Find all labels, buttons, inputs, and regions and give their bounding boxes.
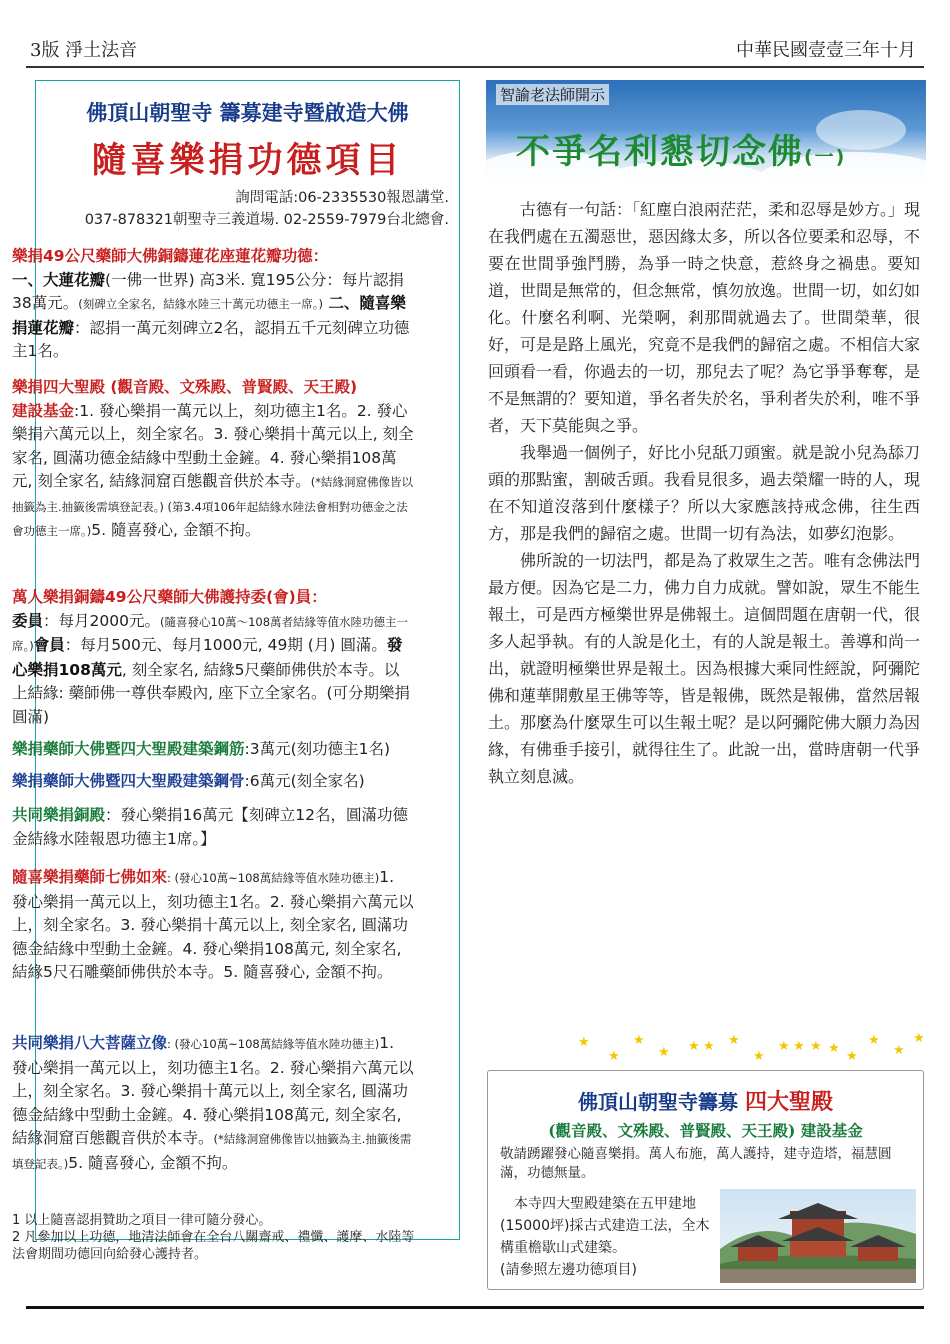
item-note: (刻碑立全家名，結緣水陸三十萬元功德主一席。) [78,297,323,311]
footnote-2: 2 凡參加以上功德，地清法師會在全台八關齋戒、禮懺、護摩、水陸等法會期間功德回向給發心護持者。 [12,1230,415,1262]
section-eight-bodhisattvas [12,1032,414,1176]
page-section-label: 3版 淨土法音 [30,40,138,61]
section-note: : (發心10萬~108萬結緣等值水陸功德主) [167,871,380,885]
section-lotus-petals [12,245,414,364]
section-text: 1. 發心樂捐一萬元以上，刻功德主1名。2. 發心樂捐六萬元以上，刻全家名。3. 發心樂捐十萬元以上, 刻全家名, 圓滿功德金結緣中型動土金鏟。4. 發心樂捐108萬元, 刻全家名, 結緣5尺石雕藥師佛供於本寺。5. 隨喜發心, 金額不拘。 [12,868,414,981]
temple-illustration [720,1189,916,1283]
article-title [516,124,846,173]
section-note: : (發心10萬~108萬結緣等值水陸功德主) [167,1037,380,1051]
section-heading: 樂捐四大聖殿 (觀音殿、文殊殿、普賢殿、天王殿) [12,378,358,396]
item-label: 樂捐藥師大佛暨四大聖殿建築鋼骨 [12,772,245,790]
box-headline: 隨喜樂捐功德項目 [91,140,404,181]
section-subheading: 建設基金 [12,401,75,420]
section-rebar [12,738,414,762]
item-text: :6萬元(刻全家名) [244,772,365,790]
contact-line-1: 詢問電話:06-2335530報恩講堂. [235,190,449,206]
footer-divider [26,1306,924,1309]
section-heading: 萬人樂捐銅鑄49公尺藥師大佛護持委(會)員： [12,588,327,606]
section-note: (*結緣洞窟佛像皆以抽籤為主.抽籤後需填登記表。) (第3.4項106年起結緣水陸法會相對功德金之法會功德主一席。) [12,475,413,538]
article-part: (一) [804,146,847,168]
item-text: ：每月500元、每月1000元, 49期 (月) 圓滿。 [64,636,387,654]
contact-info [46,187,449,231]
section-text: 5. 隨喜發心, 金額不拘。 [68,1153,238,1172]
fund-title [488,1085,923,1116]
item-label: 發心樂捐108萬元 [12,636,403,679]
item-text: , 刻全家名, 結緣5尺藥師佛供於本寺。以上結緣: 藥師佛一尊供奉殿內, 座下立全家名。(可分期樂捐圓滿) [12,660,411,726]
fund-reference: (請參照左邊功德項目) [500,1262,637,1278]
section-heading: 隨喜樂捐藥師七佛如來 [12,868,168,886]
item-text: :3萬元(刻功德主1名) [244,740,391,758]
item-label: 一、大蓮花瓣 [12,270,106,289]
item-label: 二、隨喜樂捐蓮花瓣 [12,294,406,337]
four-halls-fund-box [487,1070,924,1290]
section-text: ：發心樂捐16萬元【刻碑立12名，圓滿功德金結緣水陸報恩功德主1席。】 [12,806,408,848]
star-decoration: ★ ★ ★ ★ ★ ★ ★ ★ ★ ★ ★ ★ ★ ★ ★ ★ [578,1031,925,1064]
section-heading: 樂捐49公尺藥師大佛銅鑄蓮花座蓮花瓣功德： [12,247,329,265]
section-seven-buddhas [12,866,414,985]
issue-date: 中華民國壹壹三年十月 [736,40,916,61]
item-text: ：每月2000元。 [43,611,160,630]
item-text: ：認捐一萬元刻碑立2名，認捐五千元刻碑立功德主1名。 [12,318,410,360]
article-body [488,196,920,790]
fund-subtitle: (觀音殿、文殊殿、普賢殿、天王殿) 建設基金 [548,1121,863,1140]
fund-title-text: 佛頂山朝聖寺籌募 [578,1090,738,1114]
footnotes [12,1212,417,1263]
section-text: 1. 發心樂捐一萬元以上，刻功德主1名。2. 發心樂捐六萬元以上，刻全家名。3. 發心樂捐十萬元以上, 刻全家名, 圓滿功德金結緣中型動土金鏟。4. 發心樂捐108萬元, 刻全家名, 結緣洞窟百態觀音供於本寺。 [12,1034,414,1147]
section-committee [12,586,414,729]
fund-title-highlight: 四大聖殿 [744,1089,833,1115]
item-label: 樂捐藥師大佛暨四大聖殿建築鋼筋 [12,740,245,758]
contact-line-2: 037-878321朝聖寺三義道場. 02-2559-7979台北總會. [84,212,449,228]
fund-appeal: 敬請踴躍發心隨喜樂捐。萬人布施，萬人護持，建寺造塔，福慧圓滿，功德無量。 [500,1146,892,1181]
header-divider [26,66,924,68]
box-title: 佛頂山朝聖寺 籌募建寺暨啟造大佛 [86,100,409,125]
section-steel [12,770,414,794]
footnote-1: 1 以上隨喜認捐贊助之項目一律可隨分發心。 [12,1213,272,1228]
section-heading: 共同樂捐銅殿 [12,806,106,824]
paragraph: 古德有一句話：「紅塵白浪兩茫茫，柔和忍辱是妙方。」現在我們處在五濁惡世，惡因緣太多，所以各位要柔和忍辱，不要在世間爭強鬥勝，為爭一時之快意，惹終身之禍患。要知道，世間是無常的，但念無常，慎勿放逸。世間一切，如幻如化。什麼名利啊、光榮啊，剎那間就過去了。世間榮華，很好，可是是路上風光，究竟不是我們的歸宿之處。不相信大家回頭看一看，你過去的一切，那兒去了呢？為它爭爭奪奪，是不是無謂的？要知道，爭名者失於名，爭利者失於利，唯不爭者，天下莫能與之爭。 [488,200,921,435]
section-four-halls [12,376,414,544]
item-label: 會員 [33,636,65,654]
paragraph: 我舉過一個例子，好比小兒舐刀頭蜜。就是說小兒為舔刀頭的那點蜜，割破舌頭。我看見很多，過去榮耀一時的人，現在不知道沒落到什麼樣子？所以大家應該持戒念佛，往生西方，那是我們的歸宿之處。世間一切有為法，如夢幻泡影。 [488,443,921,543]
item-note: (隨喜發心10萬～108萬者結緣等值水陸功德主一席。) [12,614,409,653]
article-banner [486,80,926,190]
paragraph: 佛所說的一切法門，都是為了救眾生之苦。唯有念佛法門最方便。因為它是二力，佛力自力成就。譬如說，眾生不能生報土，可是西方極樂世界是佛報土。這個問題在唐朝一代，很多人起爭執。有的人說是化土，有的人說是報土。善導和尚一出，就證明極樂世界是報土。因為根據大乘同性經說，阿彌陀佛和蓮華開敷星王佛等等，皆是報佛，既然是報佛，當然居報土。那麼為什麼眾生可以生報土呢？是以阿彌陀佛大願力為因緣，有佛垂手接引，就得往生了。此說一出，當時唐朝一代爭執立刻息滅。 [488,551,921,786]
section-heading: 共同樂捐八大菩薩立像 [12,1034,168,1052]
fund-description [500,1193,710,1281]
section-bronze-hall [12,804,414,851]
fund-description-text: 本寺四大聖殿建築在五甲建地(15000坪)採古式建造工法，全木構重檐歇山式建築。 [500,1196,710,1256]
banner-label: 智諭老法師開示 [496,84,609,105]
section-text: :1. 發心樂捐一萬元以上，刻功德主1名。2. 發心樂捐六萬元以上，刻全家名。3. 發心樂捐十萬元以上, 刻全家名, 圓滿功德金結緣中型動土金鏟。4. 發心樂捐108萬元, 刻全家名, 結緣洞窟百態觀音供於本寺。 [12,401,414,490]
item-label: 委員 [12,611,44,630]
section-note: (*結緣洞窟佛像皆以抽籤為主.抽籤後需填登記表。) [12,1132,412,1171]
article-title-text: 不爭名利懇切念佛 [516,132,804,172]
section-text: 5. 隨喜發心, 金額不拘。 [91,521,261,539]
item-text: (一佛一世界) 高3米. 寬195公分：每片認捐38萬元。 [12,270,404,312]
